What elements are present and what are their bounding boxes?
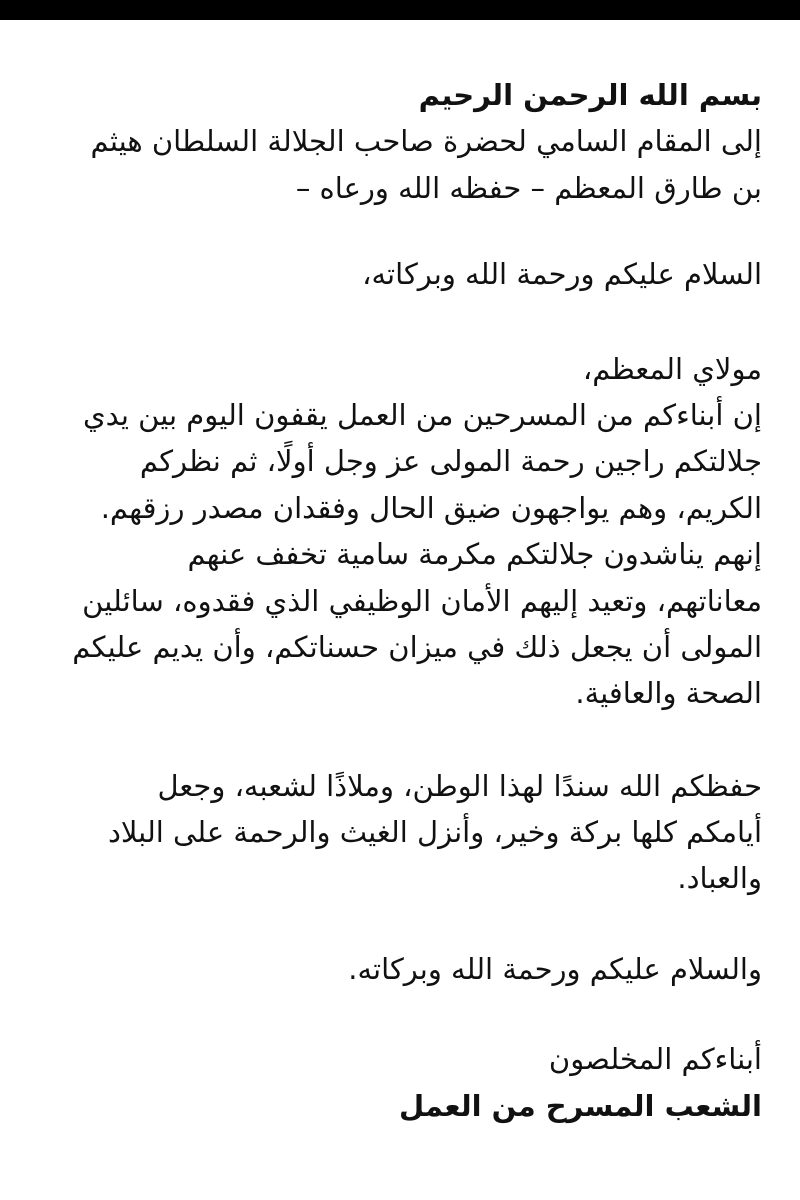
signature-block: [32, 1036, 762, 1129]
greeting-block: [32, 251, 762, 297]
greeting-line: السلام عليكم ورحمة الله وبركاته،: [362, 257, 762, 292]
body-line: الصحة والعافية.: [575, 676, 762, 711]
signoff-line: أبناءكم المخلصون: [548, 1042, 762, 1077]
closing-line: والسلام عليكم ورحمة الله وبركاته.: [348, 951, 762, 986]
body-block: [32, 346, 762, 717]
body-line: إنهم يناشدون جلالتكم مكرمة سامية تخفف عنهم: [187, 537, 762, 572]
address-line-2: بن طارق المعظم – حفظه الله ورعاه –: [295, 170, 762, 205]
basmala-line: بسم الله الرحمن الرحيم: [418, 78, 762, 112]
prayer-block: [32, 763, 762, 902]
closing-block: [32, 946, 762, 992]
body-line: معاناتهم، وتعيد إليهم الأمان الوظيفي الذي فقدوه، سائلين: [82, 583, 762, 618]
letter-document: [32, 72, 762, 1129]
body-line: الكريم، وهم يواجهون ضيق الحال وفقدان مصدر رزقهم.: [100, 490, 762, 525]
signature-line: الشعب المسرح من العمل: [399, 1088, 762, 1123]
top-status-bar: [0, 0, 800, 20]
body-line: جلالتكم راجين رحمة المولى عز وجل أولًا، ثم نظركم: [139, 444, 762, 479]
prayer-line: حفظكم الله سندًا لهذا الوطن، وملاذًا لشعبه، وجعل: [157, 768, 762, 803]
body-line: إن أبناءكم من المسرحين من العمل يقفون اليوم بين يدي: [82, 397, 762, 432]
letter-header: [32, 72, 762, 211]
prayer-line: أيامكم كلها بركة وخير، وأنزل الغيث والرحمة على البلاد: [107, 815, 762, 850]
address-line-1: إلى المقام السامي لحضرة صاحب الجلالة السلطان هيثم: [90, 124, 762, 159]
prayer-line: والعباد.: [677, 861, 762, 896]
body-line: المولى أن يجعل ذلك في ميزان حسناتكم، وأن يديم عليكم: [72, 629, 762, 664]
salutation-line: مولاي المعظم،: [582, 351, 762, 386]
